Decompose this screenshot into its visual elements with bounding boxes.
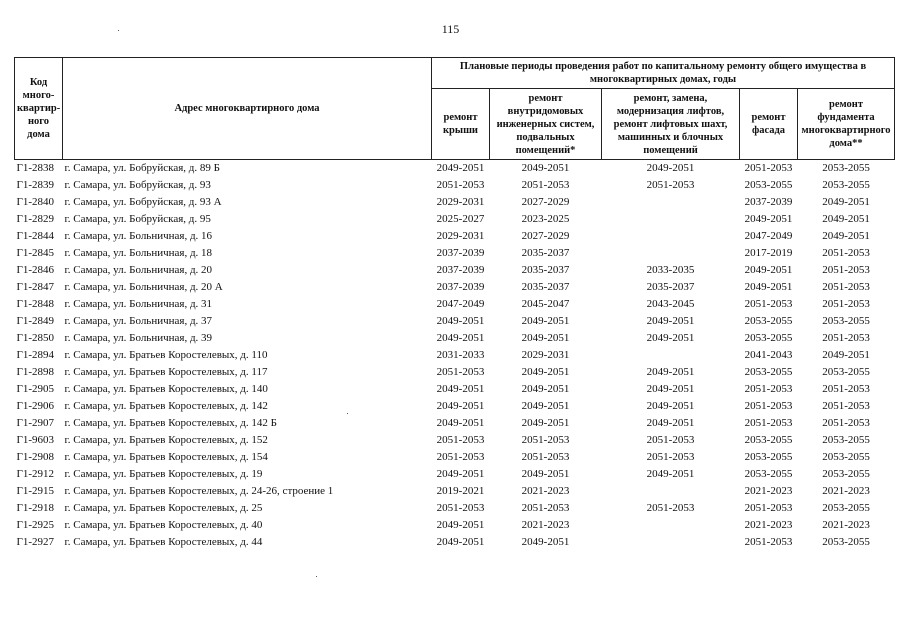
cell-systems: 2027-2029 [521, 196, 570, 208]
cell-facade: 2051-2053 [744, 502, 793, 514]
cell-systems: 2049-2051 [521, 383, 570, 395]
cell-address: г. Самара, ул. Братьев Коростелевых, д. 19 [64, 468, 263, 480]
cell-facade: 2037-2039 [744, 196, 793, 208]
table-row [15, 279, 895, 296]
cell-facade: 2053-2055 [744, 468, 793, 480]
cell-systems: 2051-2053 [521, 434, 570, 446]
cell-foundation: 2051-2053 [822, 417, 870, 429]
cell-foundation: 2053-2055 [822, 451, 870, 463]
cell-foundation: 2053-2055 [822, 468, 870, 480]
table-row [15, 517, 895, 534]
cell-code: Г1-2829 [16, 213, 55, 225]
cell-systems: 2049-2051 [521, 536, 570, 548]
cell-systems: 2029-2031 [521, 349, 570, 361]
cell-address: г. Самара, ул. Братьев Коростелевых, д. 142 [64, 400, 268, 412]
table-row [15, 194, 895, 211]
cell-foundation: 2051-2053 [822, 332, 870, 344]
capital-repair-table [14, 57, 895, 551]
cell-address: г. Самара, ул. Бобруйская, д. 93 [64, 179, 211, 191]
cell-address: г. Самара, ул. Больничная, д. 20 [64, 264, 213, 276]
cell-code: Г1-9603 [16, 434, 55, 446]
cell-systems: 2035-2037 [521, 247, 570, 259]
cell-roof: 2037-2039 [436, 281, 485, 293]
cell-lifts: 2051-2053 [646, 451, 695, 463]
cell-foundation: 2051-2053 [822, 281, 870, 293]
table-row [15, 177, 895, 194]
cell-code: Г1-2927 [16, 536, 55, 548]
cell-address: г. Самара, ул. Братьев Коростелевых, д. 142 Б [64, 417, 277, 429]
cell-address: г. Самара, ул. Бобруйская, д. 93 А [64, 196, 222, 208]
cell-address: г. Самара, ул. Больничная, д. 37 [64, 315, 213, 327]
cell-roof: 2051-2053 [436, 434, 485, 446]
cell-foundation: 2021-2023 [822, 485, 870, 497]
cell-address: г. Самара, ул. Братьев Коростелевых, д. 44 [64, 536, 263, 548]
cell-systems: 2045-2047 [521, 298, 570, 310]
table-row [15, 432, 895, 449]
cell-foundation: 2049-2051 [822, 349, 870, 361]
cell-address: г. Самара, ул. Больничная, д. 39 [64, 332, 213, 344]
cell-code: Г1-2844 [16, 230, 55, 242]
cell-systems: 2023-2025 [521, 213, 570, 225]
table-row [15, 364, 895, 381]
cell-lifts [602, 211, 740, 228]
cell-facade: 2021-2023 [744, 519, 793, 531]
cell-roof: 2049-2051 [436, 332, 485, 344]
cell-systems: 2021-2023 [521, 485, 570, 497]
cell-facade: 2049-2051 [744, 281, 793, 293]
table-row [15, 500, 895, 517]
cell-facade: 2041-2043 [744, 349, 793, 361]
cell-code: Г1-2898 [16, 366, 55, 378]
cell-roof: 2049-2051 [436, 468, 485, 480]
cell-systems: 2051-2053 [521, 179, 570, 191]
cell-systems: 2035-2037 [521, 264, 570, 276]
cell-roof: 2037-2039 [436, 247, 485, 259]
cell-foundation: 2053-2055 [822, 536, 870, 548]
cell-lifts: 2049-2051 [646, 162, 695, 174]
cell-code: Г1-2850 [16, 332, 55, 344]
cell-lifts: 2049-2051 [646, 383, 695, 395]
table-row [15, 228, 895, 245]
cell-address: г. Самара, ул. Братьев Коростелевых, д. 40 [64, 519, 263, 531]
cell-systems: 2049-2051 [521, 417, 570, 429]
header-foundation: ремонт фундамента многоквартирного дома** [798, 89, 895, 160]
cell-address: г. Самара, ул. Больничная, д. 16 [64, 230, 213, 242]
cell-code: Г1-2849 [16, 315, 55, 327]
cell-roof: 2051-2053 [436, 502, 485, 514]
cell-address: г. Самара, ул. Братьев Коростелевых, д. 25 [64, 502, 263, 514]
cell-code: Г1-2839 [16, 179, 55, 191]
table-row [15, 296, 895, 313]
cell-facade: 2053-2055 [744, 179, 793, 191]
cell-foundation: 2053-2055 [822, 366, 870, 378]
cell-foundation: 2053-2055 [822, 502, 870, 514]
cell-code: Г1-2915 [16, 485, 55, 497]
cell-facade: 2049-2051 [744, 264, 793, 276]
table-row [15, 347, 895, 364]
cell-address: г. Самара, ул. Братьев Коростелевых, д. 152 [64, 434, 268, 446]
cell-lifts: 2051-2053 [646, 179, 695, 191]
cell-systems: 2027-2029 [521, 230, 570, 242]
cell-lifts: 2035-2037 [646, 281, 695, 293]
cell-systems: 2051-2053 [521, 451, 570, 463]
page-number: 115 [441, 22, 460, 36]
cell-lifts: 2051-2053 [646, 502, 695, 514]
cell-address: г. Самара, ул. Больничная, д. 20 А [64, 281, 223, 293]
table-row [15, 466, 895, 483]
header-roof: ремонт крыши [432, 89, 490, 160]
cell-roof: 2047-2049 [436, 298, 485, 310]
cell-lifts: 2049-2051 [646, 468, 695, 480]
cell-facade: 2051-2053 [744, 536, 793, 548]
cell-foundation: 2049-2051 [822, 213, 870, 225]
scan-speck [316, 576, 317, 577]
cell-facade: 2051-2053 [744, 417, 793, 429]
cell-roof: 2029-2031 [436, 196, 485, 208]
table-row [15, 160, 895, 178]
cell-foundation: 2053-2055 [822, 162, 870, 174]
cell-address: г. Самара, ул. Братьев Коростелевых, д. 24-26, строение 1 [64, 485, 334, 497]
cell-lifts: 2043-2045 [646, 298, 695, 310]
cell-address: г. Самара, ул. Больничная, д. 18 [64, 247, 213, 259]
cell-roof: 2049-2051 [436, 400, 485, 412]
cell-address: г. Самара, ул. Братьев Коростелевых, д. 117 [64, 366, 268, 378]
header-periods-group: Плановые периоды проведения работ по капитальному ремонту общего имущества в многоквартирных домах, годы [432, 58, 895, 89]
cell-lifts: 2033-2035 [646, 264, 695, 276]
cell-code: Г1-2894 [16, 349, 55, 361]
table-row [15, 262, 895, 279]
cell-facade: 2051-2053 [744, 162, 793, 174]
header-lifts: ремонт, замена, модернизация лифтов, ремонт лифтовых шахт, машинных и блочных помещений [602, 89, 740, 160]
cell-facade: 2053-2055 [744, 366, 793, 378]
cell-foundation: 2053-2055 [822, 434, 870, 446]
cell-address: г. Самара, ул. Больничная, д. 31 [64, 298, 213, 310]
table-row [15, 211, 895, 228]
cell-systems: 2049-2051 [521, 332, 570, 344]
cell-foundation: 2049-2051 [822, 230, 870, 242]
cell-code: Г1-2848 [16, 298, 55, 310]
scan-speck [118, 30, 119, 31]
table-body [15, 160, 895, 552]
cell-lifts [602, 534, 740, 551]
cell-roof: 2025-2027 [436, 213, 485, 225]
table-row [15, 381, 895, 398]
cell-lifts [602, 228, 740, 245]
table-row [15, 330, 895, 347]
cell-code: Г1-2918 [16, 502, 55, 514]
cell-lifts: 2049-2051 [646, 400, 695, 412]
cell-foundation: 2051-2053 [822, 298, 870, 310]
cell-foundation: 2051-2053 [822, 383, 870, 395]
cell-roof: 2029-2031 [436, 230, 485, 242]
cell-roof: 2051-2053 [436, 179, 485, 191]
cell-address: г. Самара, ул. Братьев Коростелевых, д. 140 [64, 383, 268, 395]
cell-lifts [602, 517, 740, 534]
cell-systems: 2051-2053 [521, 502, 570, 514]
cell-systems: 2049-2051 [521, 400, 570, 412]
header-code: Код много-квартир-ного дома [15, 58, 63, 160]
cell-code: Г1-2912 [16, 468, 55, 480]
cell-lifts: 2051-2053 [646, 434, 695, 446]
cell-facade: 2017-2019 [744, 247, 793, 259]
cell-facade: 2051-2053 [744, 383, 793, 395]
cell-roof: 2049-2051 [436, 536, 485, 548]
cell-roof: 2049-2051 [436, 162, 485, 174]
header-facade: ремонт фасада [740, 89, 798, 160]
cell-systems: 2049-2051 [521, 315, 570, 327]
table-row [15, 534, 895, 551]
cell-address: г. Самара, ул. Братьев Коростелевых, д. 110 [64, 349, 268, 361]
cell-foundation: 2053-2055 [822, 179, 870, 191]
cell-code: Г1-2906 [16, 400, 55, 412]
cell-code: Г1-2845 [16, 247, 55, 259]
cell-lifts: 2049-2051 [646, 417, 695, 429]
cell-foundation: 2021-2023 [822, 519, 870, 531]
cell-facade: 2021-2023 [744, 485, 793, 497]
cell-systems: 2049-2051 [521, 162, 570, 174]
cell-systems: 2049-2051 [521, 366, 570, 378]
table-row [15, 398, 895, 415]
cell-roof: 2049-2051 [436, 417, 485, 429]
cell-roof: 2051-2053 [436, 451, 485, 463]
cell-systems: 2049-2051 [521, 468, 570, 480]
cell-code: Г1-2840 [16, 196, 55, 208]
cell-address: г. Самара, ул. Бобруйская, д. 95 [64, 213, 211, 225]
cell-code: Г1-2838 [16, 162, 55, 174]
header-address: Адрес многоквартирного дома [63, 58, 432, 160]
table-row [15, 245, 895, 262]
cell-code: Г1-2847 [16, 281, 55, 293]
cell-systems: 2035-2037 [521, 281, 570, 293]
table-row [15, 449, 895, 466]
cell-facade: 2053-2055 [744, 451, 793, 463]
cell-lifts [602, 245, 740, 262]
cell-facade: 2051-2053 [744, 400, 793, 412]
cell-foundation: 2051-2053 [822, 247, 870, 259]
cell-code: Г1-2908 [16, 451, 55, 463]
cell-systems: 2021-2023 [521, 519, 570, 531]
cell-address: г. Самара, ул. Бобруйская, д. 89 Б [64, 162, 220, 174]
header-systems: ремонт внутридомовых инженерных систем, подвальных помещений* [490, 89, 602, 160]
cell-facade: 2049-2051 [744, 213, 793, 225]
cell-lifts [602, 347, 740, 364]
cell-roof: 2037-2039 [436, 264, 485, 276]
cell-code: Г1-2846 [16, 264, 55, 276]
cell-address: г. Самара, ул. Братьев Коростелевых, д. 154 [64, 451, 268, 463]
cell-roof: 2051-2053 [436, 366, 485, 378]
cell-code: Г1-2907 [16, 417, 55, 429]
table-row [15, 313, 895, 330]
table-row [15, 483, 895, 500]
cell-facade: 2053-2055 [744, 434, 793, 446]
cell-code: Г1-2905 [16, 383, 55, 395]
cell-lifts: 2049-2051 [646, 366, 695, 378]
cell-facade: 2053-2055 [744, 332, 793, 344]
cell-roof: 2049-2051 [436, 519, 485, 531]
cell-foundation: 2049-2051 [822, 196, 870, 208]
cell-facade: 2047-2049 [744, 230, 793, 242]
cell-foundation: 2051-2053 [822, 264, 870, 276]
cell-foundation: 2053-2055 [822, 315, 870, 327]
cell-lifts: 2049-2051 [646, 332, 695, 344]
cell-code: Г1-2925 [16, 519, 55, 531]
cell-lifts [602, 483, 740, 500]
cell-roof: 2019-2021 [436, 485, 485, 497]
cell-roof: 2049-2051 [436, 315, 485, 327]
cell-roof: 2049-2051 [436, 383, 485, 395]
cell-lifts [602, 194, 740, 211]
cell-roof: 2031-2033 [436, 349, 485, 361]
cell-lifts: 2049-2051 [646, 315, 695, 327]
cell-foundation: 2051-2053 [822, 400, 870, 412]
table-row [15, 415, 895, 432]
cell-facade: 2051-2053 [744, 298, 793, 310]
cell-facade: 2053-2055 [744, 315, 793, 327]
